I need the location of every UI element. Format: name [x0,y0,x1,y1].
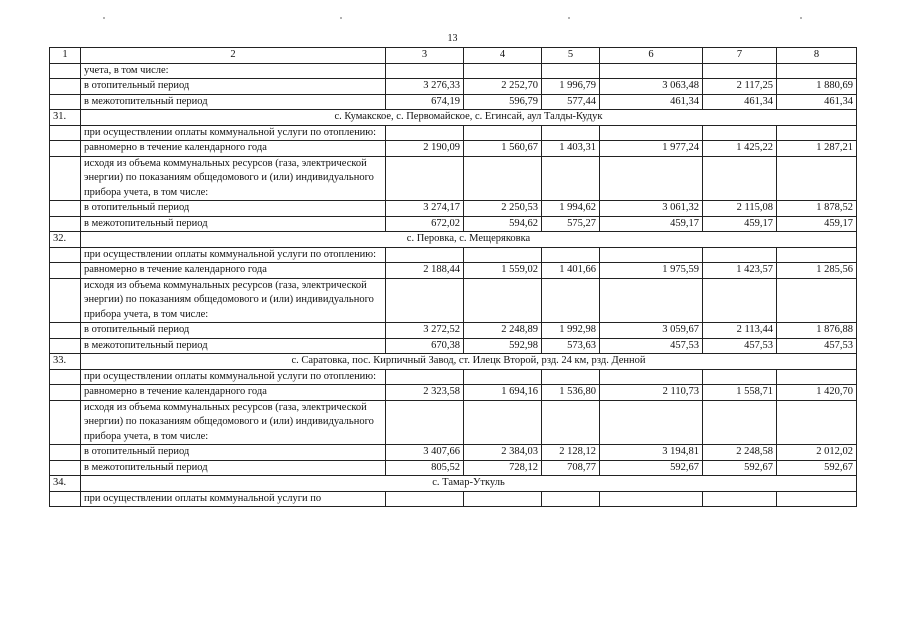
empty-cell [542,247,600,263]
row-number [50,216,81,232]
value-cell: 592,67 [777,460,857,476]
value-cell: 2 113,44 [703,323,777,339]
empty-cell [464,247,542,263]
empty-cell [703,156,777,201]
empty-cell [600,400,703,445]
value-cell: 674,19 [386,94,464,110]
section-title: с. Кумакское, с. Первомайское, с. Егинсай, аул Талды-Кудук [81,110,857,126]
value-cell: 592,67 [600,460,703,476]
value-cell: 2 012,02 [777,445,857,461]
value-cell: 2 250,53 [464,201,542,217]
value-cell: 1 992,98 [542,323,600,339]
empty-cell [703,400,777,445]
value-cell: 459,17 [600,216,703,232]
row-label: равномерно в течение календарного года [81,385,386,401]
empty-cell [777,125,857,141]
empty-cell [464,400,542,445]
empty-cell [542,156,600,201]
empty-cell [600,156,703,201]
value-cell: 592,98 [464,338,542,354]
empty-cell [703,125,777,141]
value-cell: 1 285,56 [777,263,857,279]
row-number [50,445,81,461]
table-row [50,141,857,157]
row-number [50,201,81,217]
empty-cell [464,63,542,79]
empty-cell [464,491,542,507]
row-number [50,491,81,507]
scan-speck [103,17,105,19]
row-label: в отопительный период [81,201,386,217]
value-cell: 1 401,66 [542,263,600,279]
row-label: в межотопительный период [81,94,386,110]
row-number: 31. [50,110,81,126]
value-cell: 3 061,32 [600,201,703,217]
empty-cell [386,63,464,79]
row-label: в отопительный период [81,323,386,339]
row-label: равномерно в течение календарного года [81,263,386,279]
value-cell: 575,27 [542,216,600,232]
header-cell: 6 [600,48,703,64]
table-row [50,216,857,232]
row-number [50,156,81,201]
row-label: учета, в том числе: [81,63,386,79]
value-cell: 1 975,59 [600,263,703,279]
empty-cell [542,63,600,79]
table-row [50,445,857,461]
value-cell: 596,79 [464,94,542,110]
row-number [50,278,81,323]
value-cell: 1 425,22 [703,141,777,157]
value-cell: 2 128,12 [542,445,600,461]
table-row [50,323,857,339]
row-number [50,263,81,279]
value-cell: 461,34 [600,94,703,110]
row-number [50,385,81,401]
scan-speck [800,17,802,19]
row-number [50,94,81,110]
value-cell: 1 694,16 [464,385,542,401]
empty-cell [600,247,703,263]
empty-cell [600,491,703,507]
value-cell: 3 407,66 [386,445,464,461]
empty-cell [703,63,777,79]
section-row [50,354,857,370]
scan-speck [568,17,570,19]
value-cell: 2 384,03 [464,445,542,461]
value-cell: 708,77 [542,460,600,476]
value-cell: 1 420,70 [777,385,857,401]
header-cell: 2 [81,48,386,64]
empty-cell [777,278,857,323]
row-label: в отопительный период [81,445,386,461]
value-cell: 1 994,62 [542,201,600,217]
row-number [50,79,81,95]
empty-cell [600,278,703,323]
table-row [50,400,857,445]
row-label: исходя из объема коммунальных ресурсов (газа, электрической энергии) по показаниям общедомового и (или) индивидуального прибора учета, в том числе: [81,156,386,201]
table-row [50,385,857,401]
empty-cell [777,63,857,79]
page-number: 13 [447,33,458,44]
value-cell: 1 559,02 [464,263,542,279]
table-row [50,491,857,507]
header-cell: 8 [777,48,857,64]
value-cell: 1 880,69 [777,79,857,95]
row-number: 34. [50,476,81,492]
section-row [50,110,857,126]
row-number [50,369,81,385]
row-label: при осуществлении оплаты коммунальной услуги по [81,491,386,507]
value-cell: 2 188,44 [386,263,464,279]
row-label: в межотопительный период [81,338,386,354]
empty-cell [464,369,542,385]
header-cell: 5 [542,48,600,64]
empty-cell [703,369,777,385]
value-cell: 457,53 [777,338,857,354]
value-cell: 461,34 [777,94,857,110]
value-cell: 3 059,67 [600,323,703,339]
value-cell: 2 323,58 [386,385,464,401]
value-cell: 592,67 [703,460,777,476]
value-cell: 1 536,80 [542,385,600,401]
value-cell: 2 110,73 [600,385,703,401]
empty-cell [386,400,464,445]
value-cell: 2 248,58 [703,445,777,461]
row-number [50,247,81,263]
row-number [50,460,81,476]
empty-cell [386,369,464,385]
section-title: с. Саратовка, пос. Кирпичный Завод, ст. Илецк Второй, рзд. 24 км, рзд. Денной [81,354,857,370]
empty-cell [542,491,600,507]
empty-cell [464,278,542,323]
header-cell: 1 [50,48,81,64]
value-cell: 2 252,70 [464,79,542,95]
empty-cell [542,400,600,445]
value-cell: 577,44 [542,94,600,110]
header-cell: 7 [703,48,777,64]
empty-cell [777,491,857,507]
value-cell: 1 558,71 [703,385,777,401]
scan-speck [340,17,342,19]
value-cell: 670,38 [386,338,464,354]
table-row [50,94,857,110]
empty-cell [542,369,600,385]
table-row [50,156,857,201]
row-label: равномерно в течение календарного года [81,141,386,157]
row-label: исходя из объема коммунальных ресурсов (газа, электрической энергии) по показаниям общедомового и (или) индивидуального прибора учета, в том числе: [81,400,386,445]
value-cell: 3 272,52 [386,323,464,339]
value-cell: 2 115,08 [703,201,777,217]
table-row [50,201,857,217]
row-number [50,125,81,141]
section-row [50,476,857,492]
header-cell: 4 [464,48,542,64]
empty-cell [777,369,857,385]
row-number [50,400,81,445]
row-number [50,63,81,79]
section-title: с. Перовка, с. Мещеряковка [81,232,857,248]
value-cell: 1 996,79 [542,79,600,95]
row-label: в межотопительный период [81,216,386,232]
section-row [50,232,857,248]
value-cell: 461,34 [703,94,777,110]
value-cell: 672,02 [386,216,464,232]
value-cell: 2 190,09 [386,141,464,157]
row-number [50,141,81,157]
empty-cell [386,125,464,141]
value-cell: 1 876,88 [777,323,857,339]
row-label: при осуществлении оплаты коммунальной услуги по отоплению: [81,369,386,385]
value-cell: 3 063,48 [600,79,703,95]
row-number [50,338,81,354]
empty-cell [464,125,542,141]
table-row [50,369,857,385]
empty-cell [386,247,464,263]
value-cell: 2 248,89 [464,323,542,339]
value-cell: 1 287,21 [777,141,857,157]
value-cell: 457,53 [600,338,703,354]
value-cell: 573,63 [542,338,600,354]
header-row [50,48,857,64]
tariff-table [49,47,857,507]
row-number: 32. [50,232,81,248]
table-row [50,338,857,354]
table-row [50,247,857,263]
value-cell: 3 274,17 [386,201,464,217]
value-cell: 459,17 [703,216,777,232]
empty-cell [703,491,777,507]
table-body [50,63,857,507]
value-cell: 3 194,81 [600,445,703,461]
empty-cell [777,400,857,445]
value-cell: 805,52 [386,460,464,476]
empty-cell [386,156,464,201]
value-cell: 3 276,33 [386,79,464,95]
row-label: в межотопительный период [81,460,386,476]
empty-cell [464,156,542,201]
table-row [50,263,857,279]
table-row [50,278,857,323]
value-cell: 2 117,25 [703,79,777,95]
empty-cell [386,278,464,323]
empty-cell [600,63,703,79]
row-label: при осуществлении оплаты коммунальной услуги по отоплению: [81,247,386,263]
row-number [50,323,81,339]
empty-cell [542,278,600,323]
value-cell: 1 977,24 [600,141,703,157]
empty-cell [542,125,600,141]
table-row [50,79,857,95]
value-cell: 594,62 [464,216,542,232]
row-label: в отопительный период [81,79,386,95]
empty-cell [600,369,703,385]
value-cell: 728,12 [464,460,542,476]
empty-cell [386,491,464,507]
value-cell: 459,17 [777,216,857,232]
value-cell: 1 403,31 [542,141,600,157]
value-cell: 457,53 [703,338,777,354]
empty-cell [600,125,703,141]
empty-cell [777,247,857,263]
row-number: 33. [50,354,81,370]
table-row [50,63,857,79]
row-label: исходя из объема коммунальных ресурсов (газа, электрической энергии) по показаниям общедомового и (или) индивидуального прибора учета, в том числе: [81,278,386,323]
empty-cell [703,278,777,323]
table-row [50,125,857,141]
row-label: при осуществлении оплаты коммунальной услуги по отоплению: [81,125,386,141]
section-title: с. Тамар-Уткуль [81,476,857,492]
header-cell: 3 [386,48,464,64]
empty-cell [777,156,857,201]
value-cell: 1 560,67 [464,141,542,157]
empty-cell [703,247,777,263]
value-cell: 1 878,52 [777,201,857,217]
value-cell: 1 423,57 [703,263,777,279]
table-row [50,460,857,476]
